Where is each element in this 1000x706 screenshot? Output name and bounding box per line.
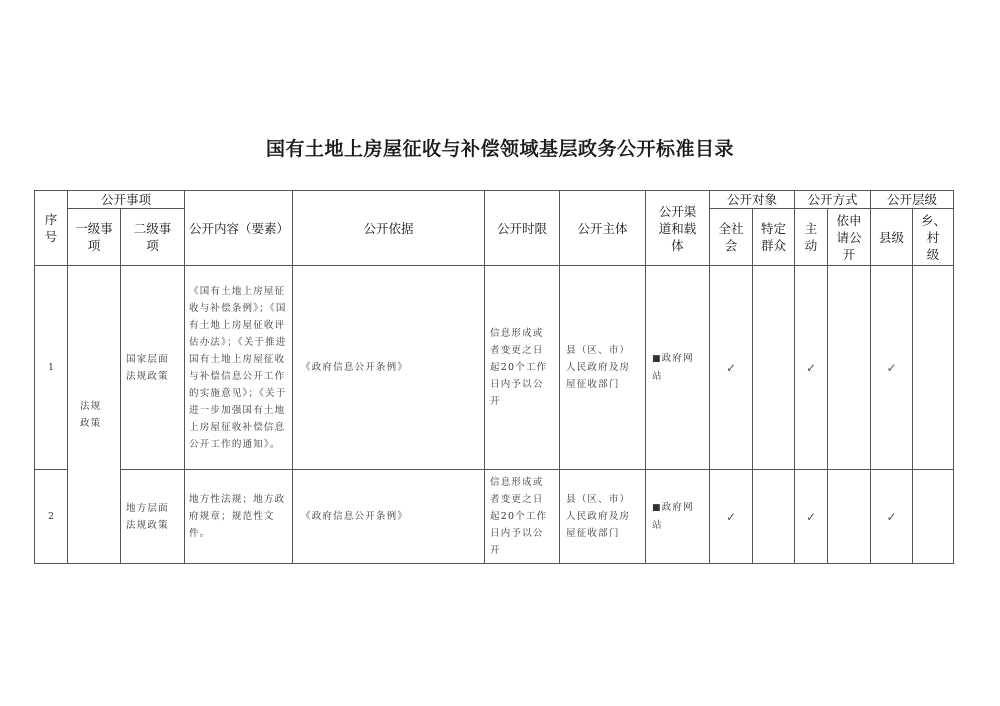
header-level1: 一级事项 — [68, 209, 121, 266]
row-channel — [646, 266, 710, 470]
row-target-all: ✓ — [710, 470, 753, 564]
row-content: 《国有土地上房屋征收与补偿条例》；《国有土地上房屋征收评估办法》；《关于推进国有土地上房屋征收与补偿信息公开工作的实施意见》；《关于进一步加强国有土地上房屋征收补偿信息公开工作的通知》。 — [185, 266, 293, 470]
row-channel — [646, 470, 710, 564]
document-title: 国有土地上房屋征收与补偿领域基层政务公开标准目录 — [265, 138, 734, 160]
header-target-group: 公开对象 — [710, 191, 795, 209]
row-target-specific — [753, 266, 795, 470]
header-method-active: 主动 — [795, 209, 828, 266]
header-target-all: 全社会 — [710, 209, 753, 266]
table-row — [35, 266, 954, 470]
row-target-specific — [753, 470, 795, 564]
row-seq: 1 — [35, 266, 68, 470]
header-time-limit: 公开时限 — [485, 191, 560, 266]
row-content: 地方性法规；地方政府规章；规范性文件。 — [185, 470, 293, 564]
header-level-county: 县级 — [871, 209, 913, 266]
channel-square-icon: ■ — [652, 503, 662, 513]
header-items-group: 公开事项 — [68, 191, 185, 209]
row-basis: 《政府信息公开条例》 — [293, 470, 485, 564]
header-level-group: 公开层级 — [871, 191, 954, 209]
header-channel: 公开渠道和载体 — [646, 191, 710, 266]
header-target-specific: 特定群众 — [753, 209, 795, 266]
row-method-active: ✓ — [795, 266, 828, 470]
row-time-limit: 信息形成或者变更之日起20个工作日内予以公开 — [485, 470, 560, 564]
row-channel-text: 政府网站 — [652, 353, 694, 382]
row-target-all: ✓ — [710, 266, 753, 470]
row-time-limit: 信息形成或者变更之日起20个工作日内予以公开 — [485, 266, 560, 470]
header-content: 公开内容（要素） — [185, 191, 293, 266]
header-method-group: 公开方式 — [795, 191, 871, 209]
table-row — [35, 470, 954, 564]
header-level2: 二级事项 — [121, 209, 185, 266]
row-level-county: ✓ — [871, 266, 913, 470]
channel-square-icon: ■ — [652, 354, 662, 364]
header-level-township: 乡、村级 — [913, 209, 954, 266]
header-seq: 序号 — [35, 191, 68, 266]
catalog-table — [34, 190, 954, 564]
row-level-county: ✓ — [871, 470, 913, 564]
header-method-request: 依申请公开 — [828, 209, 871, 266]
row-method-request — [828, 470, 871, 564]
header-basis: 公开依据 — [293, 191, 485, 266]
row-level-township — [913, 266, 954, 470]
row-level2: 国家层面法规政策 — [121, 266, 185, 470]
header-subject: 公开主体 — [560, 191, 646, 266]
row-subject: 县（区、市）人民政府及房屋征收部门 — [560, 470, 646, 564]
row-basis: 《政府信息公开条例》 — [293, 266, 485, 470]
row-level2: 地方层面法规政策 — [121, 470, 185, 564]
row-level-township — [913, 470, 954, 564]
row-subject: 县（区、市）人民政府及房屋征收部门 — [560, 266, 646, 470]
row-level1: 法规政策 — [68, 266, 121, 564]
header-row-1 — [35, 191, 954, 209]
row-method-active: ✓ — [795, 470, 828, 564]
row-method-request — [828, 266, 871, 470]
row-channel-text: 政府网站 — [652, 502, 694, 531]
row-seq: 2 — [35, 470, 68, 564]
